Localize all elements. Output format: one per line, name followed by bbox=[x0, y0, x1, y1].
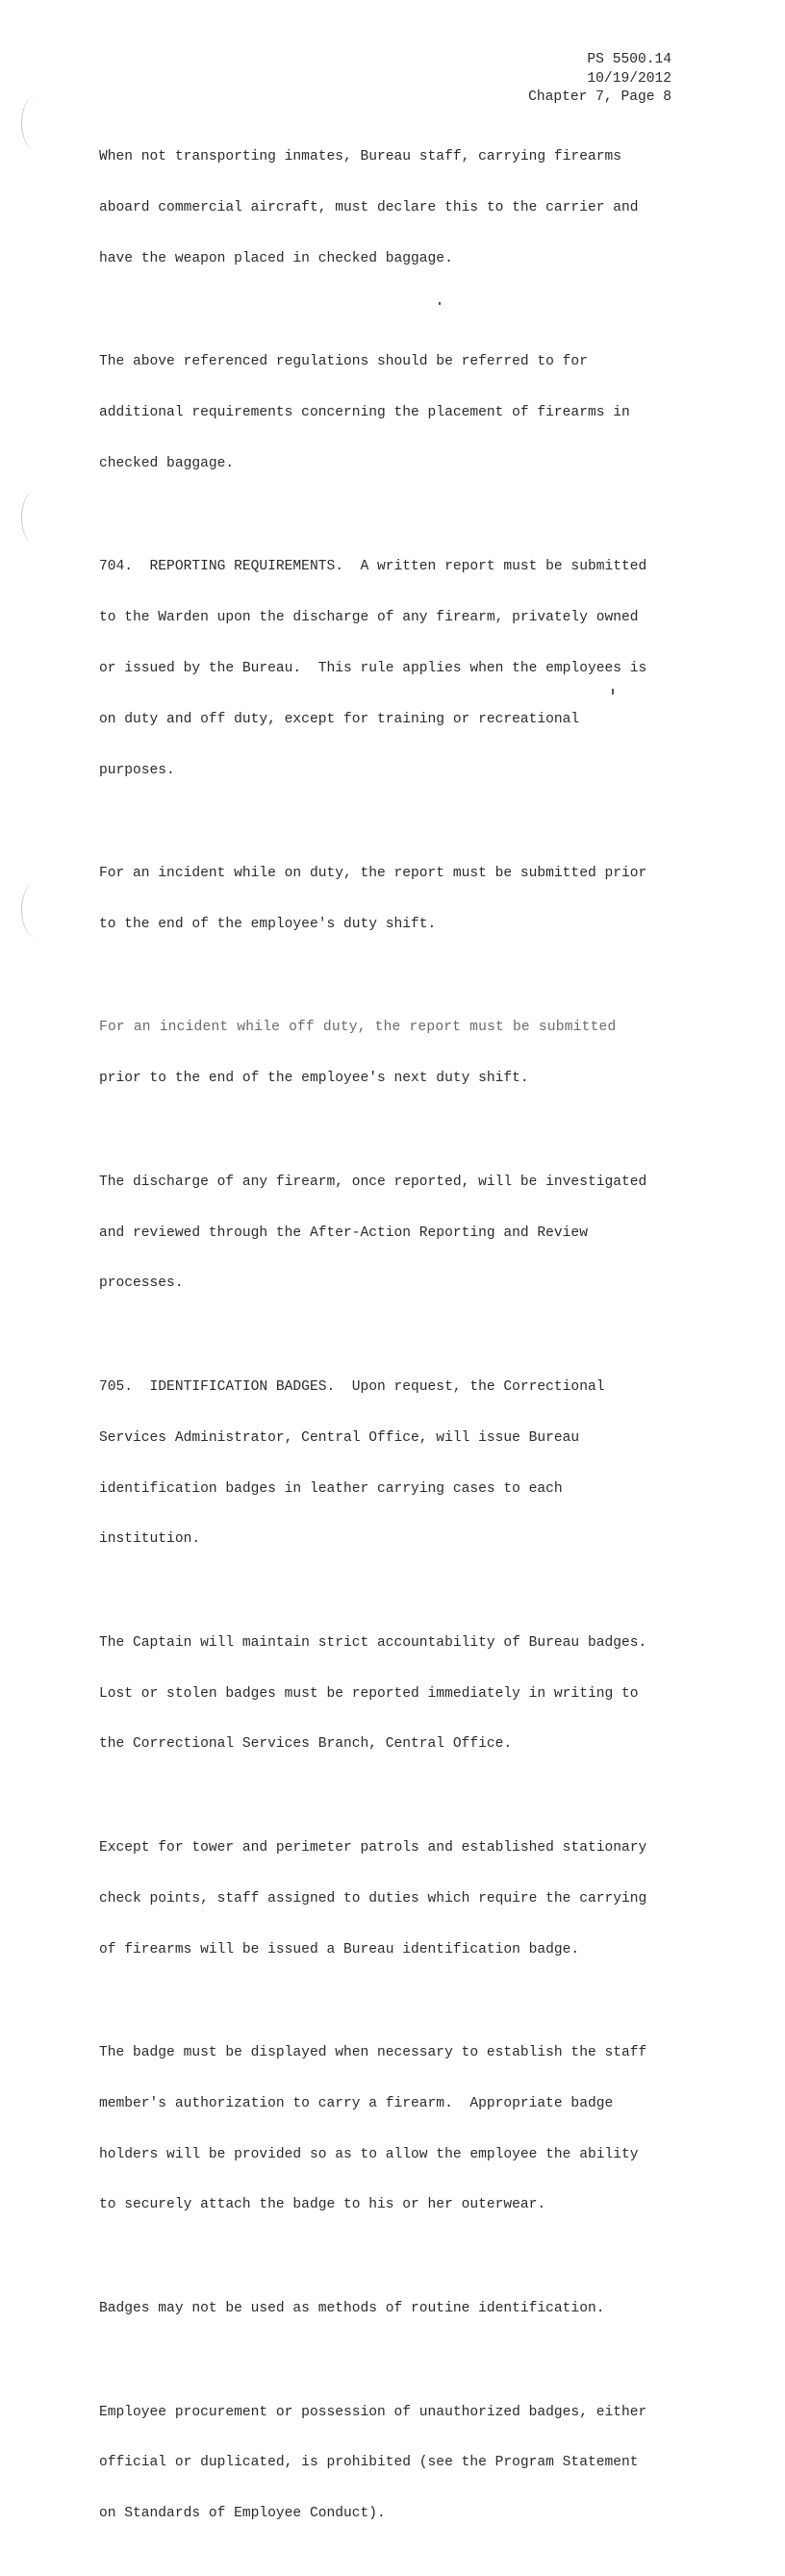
text-line: Services Administrator, Central Office, will issue Bureau bbox=[99, 1429, 580, 1446]
text-line: or issued by the Bureau. This rule applies when the employees is bbox=[99, 661, 647, 676]
text-line: of firearms will be issued a Bureau identification badge. bbox=[99, 1941, 580, 1957]
text-line: For an incident while on duty, the report must be submitted prior bbox=[99, 866, 647, 882]
text-line: checked baggage. bbox=[99, 455, 235, 471]
text-line: processes. bbox=[99, 1275, 184, 1292]
paragraph-badge-issuance bbox=[99, 1806, 686, 1993]
text-line: The badge must be displayed when necessary to establish the staff bbox=[99, 2045, 647, 2061]
text-line: 705. IDENTIFICATION BADGES. Upon request, the Correctional bbox=[99, 1378, 605, 1395]
text-line: identification badges in leather carrying cases to each bbox=[99, 1480, 563, 1497]
text-line: The Captain will maintain strict accountability of Bureau badges. bbox=[99, 1634, 647, 1651]
scan-speck bbox=[612, 689, 614, 695]
paragraph-on-duty bbox=[99, 832, 686, 968]
text-line: Employee procurement or possession of unauthorized badges, either bbox=[99, 2404, 647, 2420]
paragraph-1 bbox=[99, 115, 686, 302]
paragraph-704-reporting-requirements bbox=[99, 525, 686, 813]
text-line: additional requirements concerning the placement of firearms in bbox=[99, 405, 630, 421]
document-body bbox=[99, 115, 686, 2576]
text-line: member's authorization to carry a firearm. Appropriate badge bbox=[99, 2095, 614, 2111]
text-line: Except for tower and perimeter patrols and established stationary bbox=[99, 1839, 647, 1856]
text-line: Lost or stolen badges must be reported immediately in writing to bbox=[99, 1685, 639, 1702]
paragraph-discharge-review bbox=[99, 1141, 686, 1327]
paragraph-captain-accountability bbox=[99, 1602, 686, 1788]
text-line: prior to the end of the employee's next duty shift. bbox=[99, 1071, 529, 1087]
paragraph-705-identification-badges bbox=[99, 1346, 686, 1582]
text-line: The above referenced regulations should be referred to for bbox=[99, 354, 588, 370]
text-line: For an incident while off duty, the report must be submitted bbox=[99, 1020, 617, 1036]
text-line: to the Warden upon the discharge of any firearm, privately owned bbox=[99, 610, 639, 626]
page-reference: Chapter 7, Page 8 bbox=[528, 89, 671, 106]
paragraph-2 bbox=[99, 320, 686, 507]
text-line: The discharge of any firearm, once reported, will be investigated bbox=[99, 1174, 647, 1190]
paragraph-badge-routine-id bbox=[99, 2267, 686, 2352]
text-line: Badges may not be used as methods of routine identification. bbox=[99, 2301, 605, 2316]
paragraph-unauthorized-badges bbox=[99, 2370, 686, 2557]
document-header bbox=[528, 51, 671, 108]
hole-punch-mark-middle bbox=[21, 491, 49, 544]
text-line: purposes. bbox=[99, 762, 175, 778]
text-line: institution. bbox=[99, 1531, 201, 1548]
paragraph-badge-display bbox=[99, 2011, 686, 2248]
text-line: the Correctional Services Branch, Central Office. bbox=[99, 1736, 513, 1753]
hole-punch-mark-top bbox=[21, 96, 49, 150]
text-line: to securely attach the badge to his or her outerwear. bbox=[99, 2197, 546, 2213]
text-line: to the end of the employee's duty shift. bbox=[99, 916, 437, 932]
text-line: official or duplicated, is prohibited (see the Program Statement bbox=[99, 2455, 639, 2471]
text-line: check points, staff assigned to duties which require the carrying bbox=[99, 1890, 647, 1907]
doc-number: PS 5500.14 bbox=[587, 52, 671, 67]
text-line: holders will be provided so as to allow the employee the ability bbox=[99, 2146, 639, 2162]
hole-punch-mark-bottom bbox=[21, 883, 49, 937]
paragraph-off-duty bbox=[99, 986, 686, 1122]
text-line: on Standards of Employee Conduct). bbox=[99, 2506, 386, 2522]
doc-date: 10/19/2012 bbox=[587, 70, 671, 87]
text-line: have the weapon placed in checked baggage. bbox=[99, 250, 453, 266]
text-line: and reviewed through the After-Action Reporting and Review bbox=[99, 1225, 588, 1241]
text-line: 704. REPORTING REQUIREMENTS. A written report must be submitted bbox=[99, 559, 647, 575]
text-line: on duty and off duty, except for training or recreational bbox=[99, 711, 580, 727]
text-line: When not transporting inmates, Bureau staff, carrying firearms bbox=[99, 149, 621, 165]
scan-speck bbox=[439, 302, 441, 305]
text-line: aboard commercial aircraft, must declare this to the carrier and bbox=[99, 199, 639, 215]
